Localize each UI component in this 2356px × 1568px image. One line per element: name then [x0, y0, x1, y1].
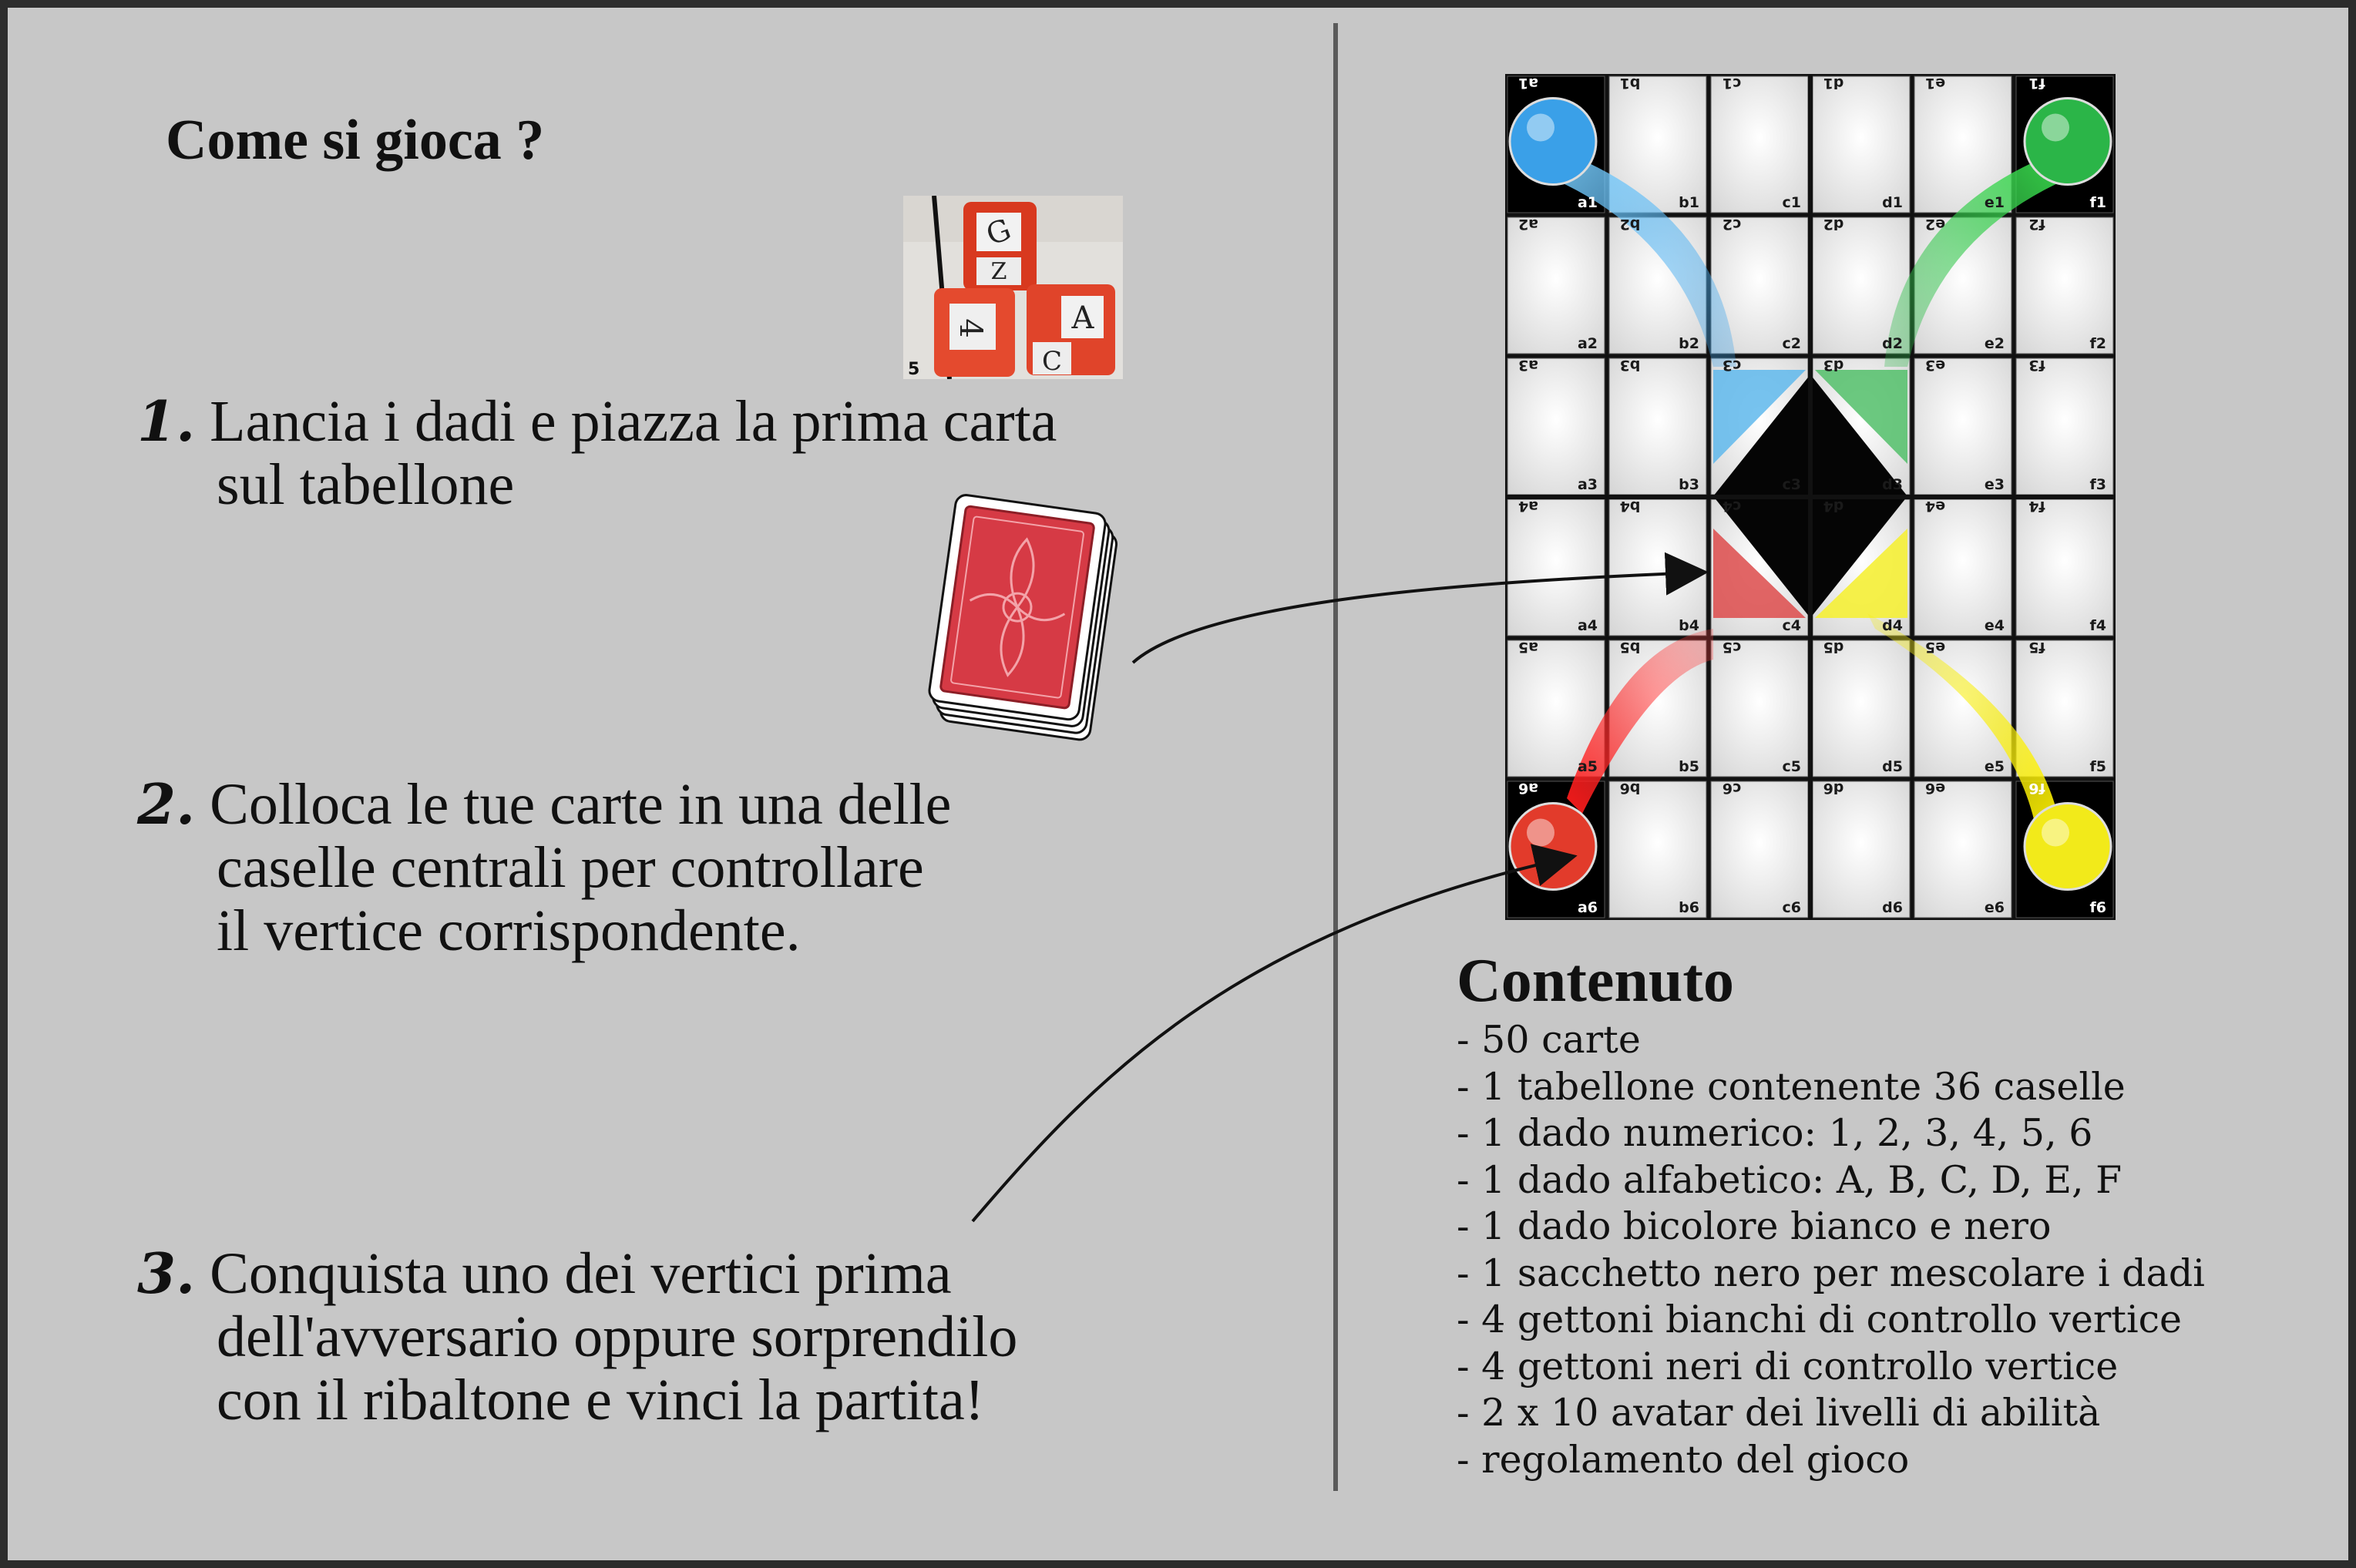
cell-label-inverted-f2: f2	[2028, 216, 2045, 233]
step-1	[137, 390, 1057, 516]
cell-label-inverted-e6: e6	[1924, 780, 1946, 797]
cell-label-c5: c5	[1782, 758, 1801, 775]
cell-label-inverted-e1: e1	[1924, 75, 1946, 92]
cell-label-f2: f2	[2089, 335, 2106, 352]
yellow-token[interactable]	[2025, 804, 2111, 890]
cell-label-e5: e5	[1984, 758, 2005, 775]
cell-label-a5: a5	[1577, 758, 1598, 775]
cell-label-inverted-a5: a5	[1517, 639, 1539, 656]
cell-label-inverted-f5: f5	[2028, 639, 2045, 656]
board-cell-e6[interactable]	[1914, 781, 2012, 918]
cell-label-inverted-d3: d3	[1823, 357, 1844, 374]
board-cell-b4[interactable]	[1609, 499, 1706, 636]
cell-label-inverted-f1: f1	[2028, 75, 2045, 92]
contents-item: - 50 carte	[1457, 1017, 2205, 1064]
cell-label-inverted-e4: e4	[1924, 498, 1946, 515]
step-1-line-1: Lancia i dadi e piazza la prima carta	[210, 389, 1057, 454]
contents-list	[1457, 1017, 2205, 1483]
blue-token[interactable]	[1510, 99, 1596, 185]
board-cell-b6[interactable]	[1609, 781, 1706, 918]
cell-label-inverted-a2: a2	[1517, 216, 1539, 233]
step-3-line-2: dell'avversario oppure sorprendilo	[217, 1304, 1018, 1369]
cell-label-inverted-e3: e3	[1924, 357, 1946, 374]
cell-label-f1: f1	[2089, 194, 2106, 211]
contents-item: - 4 gettoni neri di controllo vertice	[1457, 1344, 2205, 1391]
cell-label-e1: e1	[1984, 194, 2005, 211]
cell-label-a2: a2	[1577, 335, 1598, 352]
board-cell-c5[interactable]	[1711, 640, 1808, 777]
green-token[interactable]	[2025, 99, 2111, 185]
step-2-line-2: caselle centrali per controllare	[217, 835, 924, 900]
board-cell-a2[interactable]	[1507, 217, 1605, 354]
cell-label-a1: a1	[1577, 194, 1598, 211]
cell-label-inverted-a6: a6	[1517, 780, 1539, 797]
contents-item: - 2 x 10 avatar dei livelli di abilità	[1457, 1390, 2205, 1437]
cell-label-b4: b4	[1679, 617, 1699, 634]
cell-label-inverted-c3: c3	[1722, 357, 1742, 374]
board-cell-a3[interactable]	[1507, 358, 1605, 495]
card-deck	[921, 493, 1121, 755]
die-face-g: G	[981, 212, 1016, 252]
cell-label-inverted-a1: a1	[1517, 75, 1539, 92]
contents-item: - 4 gettoni bianchi di controllo vertice	[1457, 1297, 2205, 1344]
contents-item: - 1 dado bicolore bianco e nero	[1457, 1204, 2205, 1251]
cell-label-d6: d6	[1882, 899, 1903, 916]
cell-label-e4: e4	[1984, 617, 2005, 634]
cell-label-inverted-b6: b6	[1619, 780, 1641, 797]
cell-label-inverted-b3: b3	[1619, 357, 1641, 374]
board-cell-f3[interactable]	[2016, 358, 2113, 495]
dice-photo	[903, 196, 1123, 379]
cell-label-d2: d2	[1882, 335, 1903, 352]
page-title: Come si gioca ?	[166, 109, 545, 172]
cell-label-d4: d4	[1882, 617, 1903, 634]
cell-label-b6: b6	[1679, 899, 1699, 916]
contents-item: - 1 sacchetto nero per mescolare i dadi	[1457, 1251, 2205, 1298]
cell-label-c6: c6	[1782, 899, 1801, 916]
cell-label-b2: b2	[1679, 335, 1699, 352]
board-cell-c6[interactable]	[1711, 781, 1808, 918]
cell-label-inverted-f4: f4	[2028, 498, 2045, 515]
cell-label-inverted-e2: e2	[1924, 216, 1946, 233]
cell-label-b3: b3	[1679, 476, 1699, 493]
column-divider	[1333, 23, 1338, 1491]
board-cell-b3[interactable]	[1609, 358, 1706, 495]
cell-label-inverted-f6: f6	[2028, 780, 2045, 797]
cell-label-d1: d1	[1882, 194, 1903, 211]
die-face-c: C	[1041, 346, 1063, 377]
cell-label-inverted-d2: d2	[1823, 216, 1844, 233]
red-token[interactable]	[1510, 804, 1596, 890]
cell-label-inverted-d1: d1	[1823, 75, 1844, 92]
cell-label-c2: c2	[1782, 335, 1801, 352]
cell-label-c3: c3	[1782, 476, 1801, 493]
board-cell-d6[interactable]	[1813, 781, 1910, 918]
step-2	[137, 773, 951, 962]
cell-label-inverted-b4: b4	[1619, 498, 1641, 515]
die-face-a: A	[1071, 301, 1094, 336]
cell-label-f5: f5	[2089, 758, 2106, 775]
cell-label-e3: e3	[1984, 476, 2005, 493]
board-cell-c1[interactable]	[1711, 76, 1808, 213]
cell-label-inverted-b2: b2	[1619, 216, 1641, 233]
cell-label-inverted-d4: d4	[1823, 498, 1844, 515]
contents-item: - 1 dado alfabetico: A, B, C, D, E, F	[1457, 1157, 2205, 1204]
cell-label-inverted-d5: d5	[1823, 639, 1844, 656]
game-board	[1505, 74, 2356, 920]
step-3-line-3: con il ribaltone e vinci la partita!	[217, 1368, 985, 1432]
board-cell-d1[interactable]	[1813, 76, 1910, 213]
step-2-number: 2.	[137, 771, 196, 837]
cell-label-d5: d5	[1882, 758, 1903, 775]
cell-label-b1: b1	[1679, 194, 1699, 211]
cell-label-inverted-d6: d6	[1823, 780, 1844, 797]
die-face-z: Z	[990, 258, 1007, 285]
cell-label-a4: a4	[1577, 617, 1598, 634]
board-cell-d5[interactable]	[1813, 640, 1910, 777]
cell-label-f4: f4	[2089, 617, 2106, 634]
board-cell-e3[interactable]	[1914, 358, 2012, 495]
letter-die-right	[1027, 284, 1115, 377]
cell-label-inverted-c5: c5	[1722, 639, 1742, 656]
cell-label-inverted-c4: c4	[1722, 498, 1742, 515]
cell-label-a3: a3	[1577, 476, 1598, 493]
step-1-line-2: sul tabellone	[217, 452, 515, 517]
cell-label-c4: c4	[1782, 617, 1801, 634]
cell-label-b5: b5	[1679, 758, 1699, 775]
contents-item: - regolamento del gioco	[1457, 1437, 2205, 1484]
contents-item: - 1 dado numerico: 1, 2, 3, 4, 5, 6	[1457, 1110, 2205, 1157]
cell-label-f3: f3	[2089, 476, 2106, 493]
cell-label-e6: e6	[1984, 899, 2005, 916]
letter-die-left	[934, 288, 1015, 377]
step-1-number: 1.	[137, 388, 196, 454]
cell-label-inverted-c2: c2	[1722, 216, 1742, 233]
cell-label-c1: c1	[1782, 194, 1801, 211]
step-3	[137, 1242, 1017, 1432]
contents-item: - 1 tabellone contenente 36 caselle	[1457, 1064, 2205, 1111]
cell-label-inverted-b1: b1	[1619, 75, 1641, 92]
cell-label-e2: e2	[1984, 335, 2005, 352]
cell-label-inverted-a3: a3	[1517, 357, 1539, 374]
board-cell-e4[interactable]	[1914, 499, 2012, 636]
cell-label-f6: f6	[2089, 899, 2106, 916]
cell-label-a6: a6	[1577, 899, 1598, 916]
cell-label-inverted-f3: f3	[2028, 357, 2045, 374]
contents-title: Contenuto	[1457, 947, 1735, 1015]
board-cell-f4[interactable]	[2016, 499, 2113, 636]
step-3-number: 3.	[137, 1241, 196, 1306]
cell-label-inverted-c6: c6	[1722, 780, 1742, 797]
letter-die-g	[963, 202, 1037, 290]
die-face-4: 4	[953, 318, 988, 338]
photo-corner-digit: 5	[908, 360, 920, 379]
cell-label-d3: d3	[1882, 476, 1903, 493]
cell-label-inverted-c1: c1	[1722, 75, 1742, 92]
board-cell-a4[interactable]	[1507, 499, 1605, 636]
cell-label-inverted-e5: e5	[1924, 639, 1946, 656]
step-2-line-1: Colloca le tue carte in una delle	[210, 772, 952, 837]
cell-label-inverted-a4: a4	[1517, 498, 1539, 515]
step-3-line-1: Conquista uno dei vertici prima	[210, 1241, 952, 1306]
step-2-line-3: il vertice corrispondente.	[217, 898, 801, 963]
board-cell-f2[interactable]	[2016, 217, 2113, 354]
cell-label-inverted-b5: b5	[1619, 639, 1641, 656]
